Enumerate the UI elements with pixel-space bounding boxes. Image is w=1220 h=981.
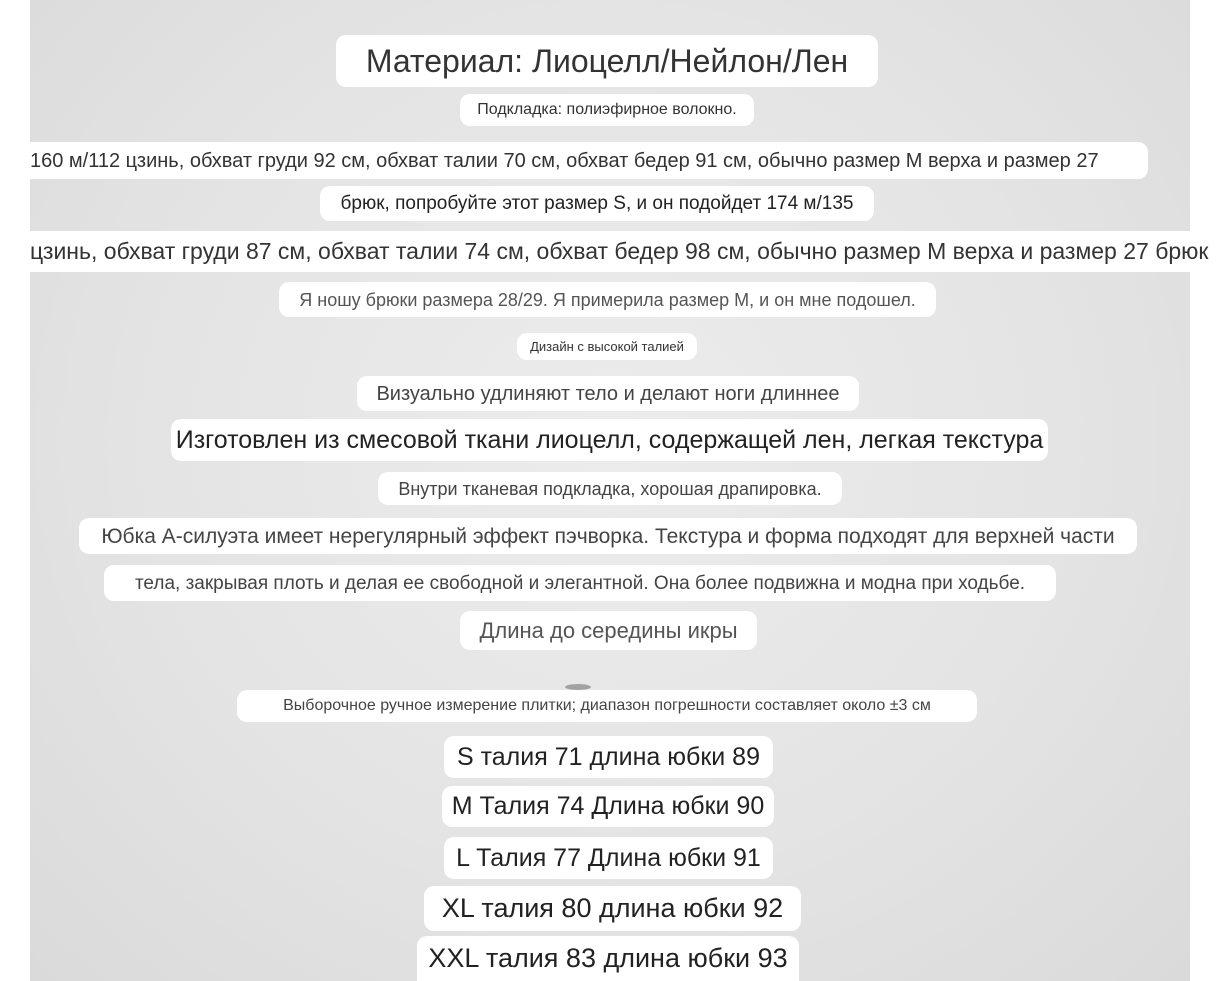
lengthen-line: Визуально удлиняют тело и делают ноги длиннее xyxy=(357,376,859,411)
size-row-l: L Талия 77 Длина юбки 91 xyxy=(444,837,773,879)
measurement-note-line: Выборочное ручное измерение плитки; диапазон погрешности составляет около ±3 см xyxy=(237,690,977,722)
high-waist-line: Дизайн с высокой талией xyxy=(517,333,697,360)
model-info-line-3: цзинь, обхват груди 87 см, обхват талии 74 см, обхват бедер 98 см, обычно размер M верха и размер 27 брюк xyxy=(24,231,1190,272)
lining-line: Подкладка: полиэфирное волокно. xyxy=(460,94,754,126)
fabric-line: Изготовлен из смесовой ткани лиоцелл, содержащей лен, легкая текстура xyxy=(171,419,1048,461)
size-row-s: S талия 71 длина юбки 89 xyxy=(444,736,773,778)
skirt-description-line-2: тела, закрывая плоть и делая ее свободной и элегантной. Она более подвижна и модна при ходьбе. xyxy=(104,565,1056,601)
material-line: Материал: Лиоцелл/Нейлон/Лен xyxy=(336,35,878,87)
model-info-line-4: Я ношу брюки размера 28/29. Я примерила размер М, и он мне подошел. xyxy=(279,282,936,317)
inner-lining-line: Внутри тканевая подкладка, хорошая драпировка. xyxy=(378,472,842,505)
midi-length-line: Длина до середины икры xyxy=(460,611,757,650)
size-row-m: M Талия 74 Длина юбки 90 xyxy=(442,786,774,827)
skirt-description-line-1: Юбка А-силуэта имеет нерегулярный эффект пэчворка. Текстура и форма подходят для верхней части xyxy=(79,518,1137,554)
model-info-line-2: брюк, попробуйте этот размер S, и он подойдет 174 м/135 xyxy=(320,186,874,221)
model-info-line-1: 160 м/112 цзинь, обхват груди 92 см, обхват талии 70 см, обхват бедер 91 см, обычно размер M верха и размер 27 xyxy=(24,142,1148,179)
size-row-xl: XL талия 80 длина юбки 92 xyxy=(424,886,801,931)
size-row-xxl: XXL талия 83 длина юбки 93 xyxy=(417,936,799,981)
